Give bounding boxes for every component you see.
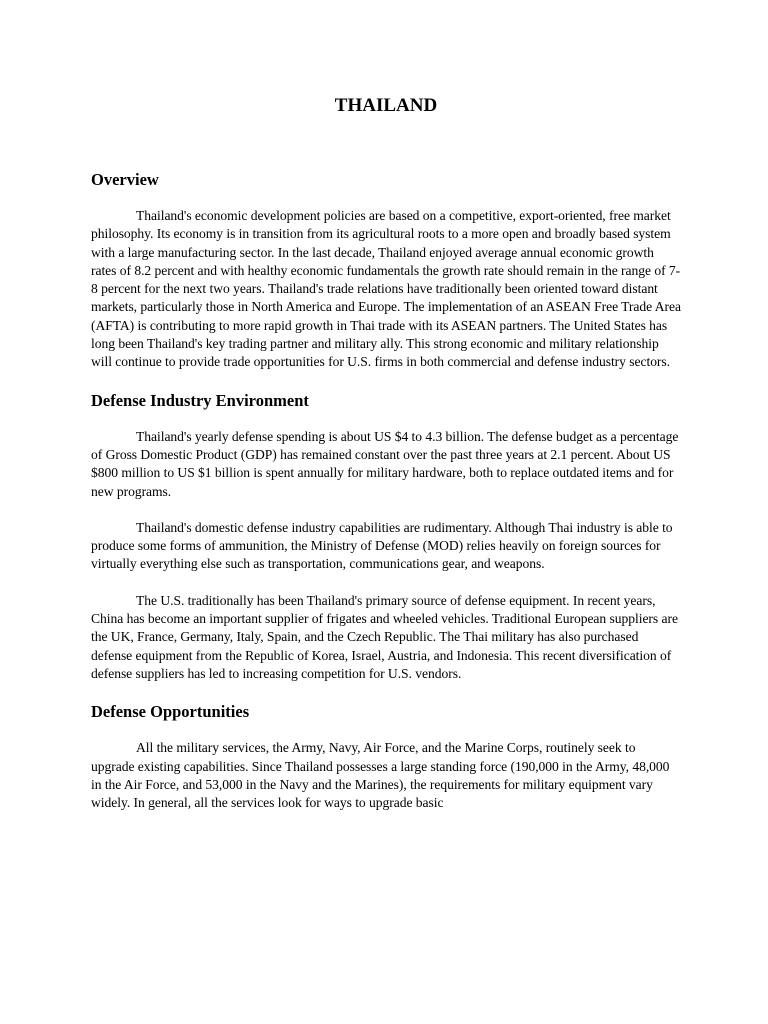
spacer — [91, 683, 681, 701]
paragraph-defense-industry-1: Thailand's yearly defense spending is about US $4 to 4.3 billion. The defense budget as a percentage of Gross Domestic Product (GDP) has remained constant over the past three years at 2.1 percent. About US $800 million to US $1 billion is spent annually for military hardware, both to replace outdated items and for new programs. — [91, 428, 679, 499]
section-defense-industry — [91, 390, 681, 684]
document-title: THAILAND — [334, 95, 438, 116]
section-overview — [91, 169, 681, 372]
section-heading-overview: Overview — [91, 170, 159, 189]
spacer — [91, 501, 681, 519]
spacer — [91, 574, 681, 592]
section-heading-defense-opportunities: Defense Opportunities — [91, 702, 250, 722]
spacer — [91, 412, 681, 428]
paragraph-overview-1: Thailand's economic development policies are based on a competitive, export-oriented, free market philosophy. Its economy is in transition from its agricultural roots to a more open and broadly based system with a large manufacturing sector. In the last decade, Thailand enjoyed average annual economic growth rates of 8.2 percent and with healthy economic fundamentals the growth rate should remain in the range of 7-8 percent for the next two years. Thailand's trade relations have traditionally been oriented toward distant markets, particularly those in North America and Europe. The implementation of an ASEAN Free Trade Area (AFTA) is contributing to more rapid growth in Thai trade with its ASEAN partners. The United States has long been Thailand's key trading partner and military ally. This strong economic and military relationship will continue to provide trade opportunities for U.S. firms in both commercial and defense industry sectors. — [91, 208, 681, 370]
spacer — [91, 191, 681, 207]
paragraph-defense-industry-2: Thailand's domestic defense industry capabilities are rudimentary. Although Thai industry is able to produce some forms of ammunition, the Ministry of Defense (MOD) relies heavily on foreign sources for virtually everything else such as transportation, communications gear, and weapons. — [91, 519, 673, 572]
document-page — [91, 92, 681, 812]
section-defense-opportunities — [91, 701, 681, 812]
spacer — [91, 372, 681, 390]
spacer — [91, 723, 681, 739]
paragraph-defense-industry-3: The U.S. traditionally has been Thailand's primary source of defense equipment. In recent years, China has become an important supplier of frigates and wheeled vehicles. Traditional European suppliers are the UK, France, Germany, Italy, Spain, and the Czech Republic. The Thai military has also purchased defense equipment from the Republic of Korea, Israel, Austria, and Indonesia. This recent diversification of defense suppliers has led to increasing competition for U.S. vendors. — [91, 592, 678, 681]
spacer — [91, 120, 681, 169]
paragraph-defense-opportunities-1: All the military services, the Army, Navy, Air Force, and the Marine Corps, routinely seek to upgrade existing capabilities. Since Thailand possesses a large standing force (190,000 in the Army, 48,000 in the Air Force, and 53,000 in the Navy and the Marines), the requirements for military equipment vary widely. In general, all the services look for ways to upgrade basic — [91, 740, 670, 811]
section-heading-defense-industry: Defense Industry Environment — [91, 390, 309, 410]
